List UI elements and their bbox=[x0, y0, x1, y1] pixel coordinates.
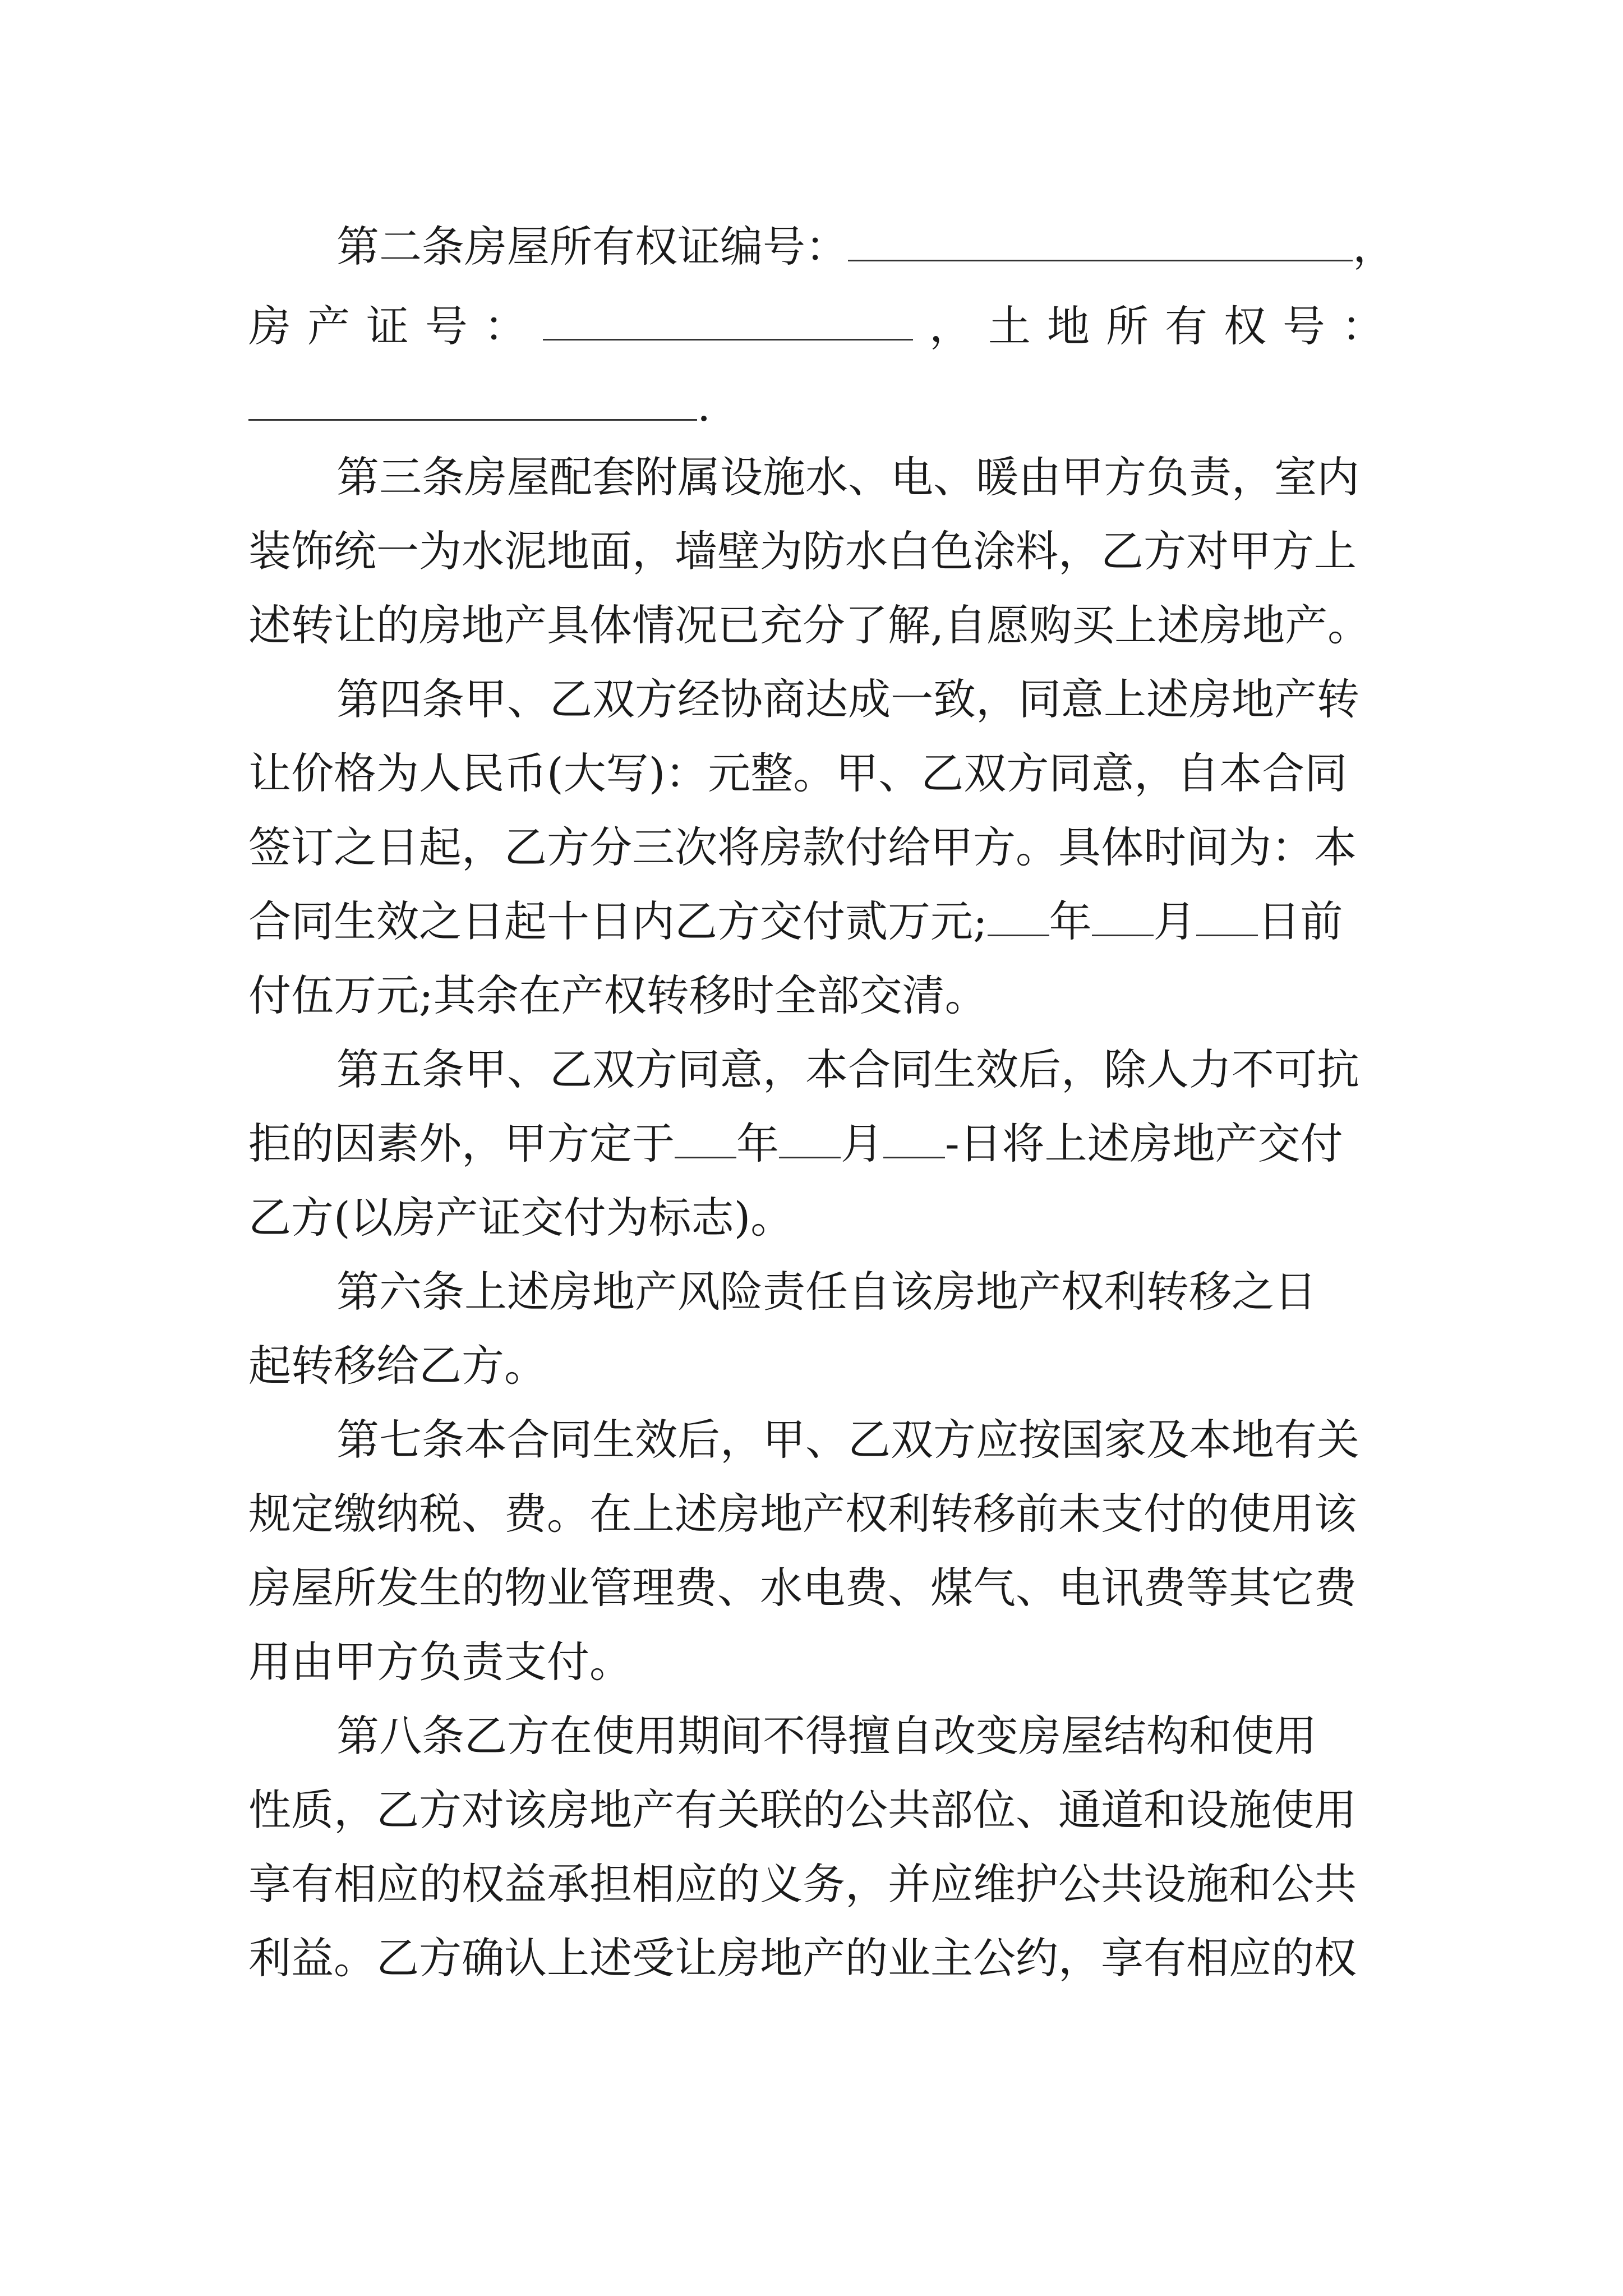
delivery-day-blank bbox=[883, 1130, 945, 1158]
article2-line3: . bbox=[248, 358, 1384, 454]
article4-line1: 第四条甲、乙双方经协商达成一致，同意上述房地产转 bbox=[336, 674, 1359, 724]
article7-line3: 房屋所发生的物业管理费、水电费、煤气、电讯费等其它费 bbox=[248, 1563, 1357, 1613]
article3-line2: 装饰统一为水泥地面，墙壁为防水白色涂料，乙方对甲方上 bbox=[248, 526, 1357, 576]
article4-line3: 签订之日起，乙方分三次将房款付给甲方。具体时间为：本 bbox=[248, 822, 1357, 872]
article5-line2: 拒的因素外，甲方定于 年 月 -日将上述房地产交付 bbox=[248, 1119, 1343, 1168]
article4-line5: 付伍万元;其余在产权转移时全部交清。 bbox=[248, 970, 988, 1020]
payment-day-blank bbox=[1196, 908, 1258, 936]
delivery-month-blank bbox=[779, 1130, 841, 1158]
payment-year-blank bbox=[988, 908, 1049, 936]
article2-line1: 第二条房屋所有权证编号： ， bbox=[336, 222, 1395, 272]
article2-line2: 房 产 证 号 ： ， 土 地 所 有 权 号 ： bbox=[248, 301, 1384, 351]
delivery-year-blank bbox=[675, 1130, 736, 1158]
article4-line2: 让价格为人民币(大写)：元整。甲、乙双方同意，自本合同 bbox=[248, 748, 1348, 798]
ownership-cert-blank bbox=[848, 233, 1353, 261]
article8-line2: 性质，乙方对该房地产有关联的公共部位、通道和设施使用 bbox=[248, 1785, 1357, 1835]
article8-line4: 利益。乙方确认上述受让房地产的业主公约，享有相应的权 bbox=[248, 1933, 1357, 1983]
article7-line1: 第七条本合同生效后，甲、乙双方应按国家及本地有关 bbox=[336, 1415, 1359, 1465]
article3-line1: 第三条房屋配套附属设施水、电、暖由甲方负责，室内 bbox=[336, 452, 1359, 502]
article7-line4: 用由甲方负责支付。 bbox=[248, 1637, 632, 1687]
property-cert-blank bbox=[543, 312, 913, 341]
article8-line1: 第八条乙方在使用期间不得擅自改变房屋结构和使用 bbox=[336, 1711, 1317, 1761]
land-cert-blank bbox=[248, 393, 697, 421]
article7-line2: 规定缴纳税、费。在上述房地产权利转移前未支付的使用该 bbox=[248, 1489, 1357, 1539]
article5-line1: 第五条甲、乙双方同意，本合同生效后，除人力不可抗 bbox=[336, 1045, 1359, 1094]
article4-line4: 合同生效之日起十日内乙方交付贰万元; 年 月 日前 bbox=[248, 896, 1343, 946]
article8-line3: 享有相应的权益承担相应的义务，并应维护公共设施和公共 bbox=[248, 1859, 1357, 1909]
article6-line2: 起转移给乙方。 bbox=[248, 1341, 547, 1391]
payment-month-blank bbox=[1092, 908, 1154, 936]
article6-line1: 第六条上述房地产风险责任自该房地产权利转移之日 bbox=[336, 1267, 1317, 1317]
article3-line3: 述转让的房地产具体情况已充分了解,自愿购买上述房地产。 bbox=[248, 600, 1371, 650]
article5-line3: 乙方(以房产证交付为标志)。 bbox=[248, 1193, 794, 1243]
article2-cert-label: 第二条房屋所有权证编号： bbox=[336, 222, 848, 272]
